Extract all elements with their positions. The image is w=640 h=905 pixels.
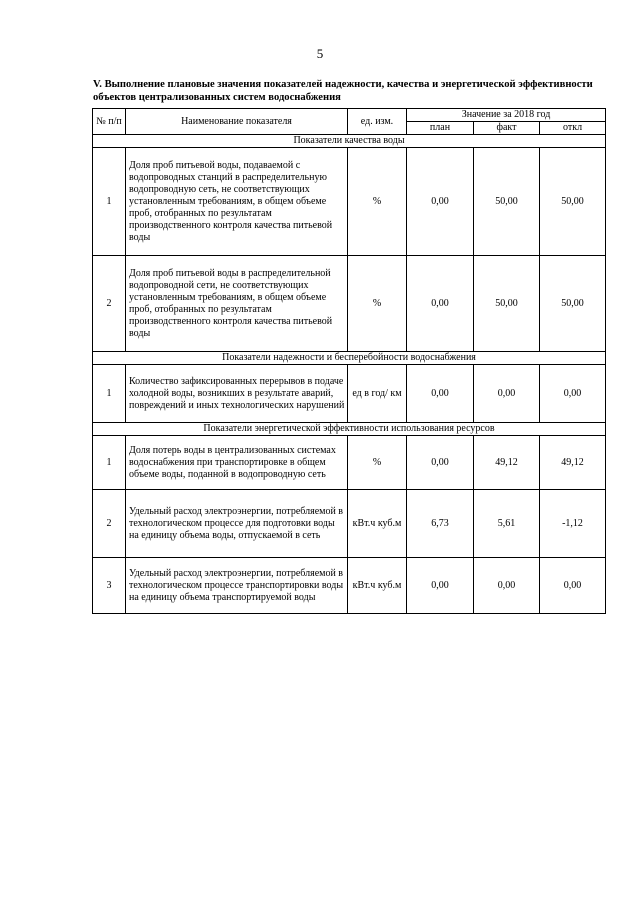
row-unit: %: [348, 148, 407, 256]
header-plan: план: [407, 122, 474, 135]
row-name: Удельный расход электроэнергии, потребляемой в технологическом процессе для подготовки воды на единицу объема воды, отпускаемой в сеть: [126, 490, 348, 558]
header-num: № п/п: [93, 109, 126, 135]
row-deviation: 0,00: [540, 365, 606, 423]
row-name: Доля потерь воды в централизованных системах водоснабжения при транспортировке в общем объеме воды, поданной в водопроводную сеть: [126, 436, 348, 490]
row-fact: 5,61: [474, 490, 540, 558]
row-name: Доля проб питьевой воды, подаваемой с водопроводных станций в распределительную водопроводную сеть, не соответствующих установленным требованиям, в общем объеме проб, отобранных по результатам производственного контроля качества питьевой воды: [126, 148, 348, 256]
row-num: 1: [93, 365, 126, 423]
row-fact: 50,00: [474, 256, 540, 352]
header-value-group: Значение за 2018 год: [407, 109, 606, 122]
section-title: Показатели энергетической эффективности использования ресурсов: [93, 423, 606, 436]
row-num: 2: [93, 256, 126, 352]
row-unit: ед в год/ км: [348, 365, 407, 423]
row-plan: 0,00: [407, 256, 474, 352]
row-plan: 6,73: [407, 490, 474, 558]
row-plan: 0,00: [407, 148, 474, 256]
row-plan: 0,00: [407, 558, 474, 614]
row-unit: %: [348, 256, 407, 352]
table-row: [93, 365, 606, 423]
header-name: Наименование показателя: [126, 109, 348, 135]
table-row: [93, 256, 606, 352]
table-row: [93, 148, 606, 256]
section-row: [93, 423, 606, 436]
table-row: [93, 436, 606, 490]
row-num: 1: [93, 436, 126, 490]
row-deviation: 50,00: [540, 256, 606, 352]
row-unit: кВт.ч куб.м: [348, 558, 407, 614]
row-unit: %: [348, 436, 407, 490]
row-name: Удельный расход электроэнергии, потребляемой в технологическом процессе транспортировки воды на единицу объема транспортируемой воды: [126, 558, 348, 614]
row-deviation: -1,12: [540, 490, 606, 558]
row-plan: 0,00: [407, 365, 474, 423]
row-fact: 50,00: [474, 148, 540, 256]
section-title: Показатели качества воды: [93, 135, 606, 148]
section-row: [93, 352, 606, 365]
row-num: 1: [93, 148, 126, 256]
section-title: Показатели надежности и бесперебойности водоснабжения: [93, 352, 606, 365]
header-fact: факт: [474, 122, 540, 135]
row-name: Количество зафиксированных перерывов в подаче холодной воды, возникших в результате аварий, повреждений и иных технологических нарушений: [126, 365, 348, 423]
header-deviation: откл: [540, 122, 606, 135]
page-number: 5: [316, 46, 324, 61]
section-row: [93, 135, 606, 148]
row-fact: 0,00: [474, 558, 540, 614]
table-row: [93, 490, 606, 558]
row-deviation: 49,12: [540, 436, 606, 490]
row-num: 3: [93, 558, 126, 614]
section-heading: V. Выполнение плановые значения показателей надежности, качества и энергетической эффективности объектов централизованных систем водоснабжения: [93, 79, 593, 103]
row-num: 2: [93, 490, 126, 558]
row-plan: 0,00: [407, 436, 474, 490]
indicators-table: [92, 108, 606, 614]
row-name: Доля проб питьевой воды в распределительной водопроводной сети, не соответствующих установленным требованиям, в общем объеме проб, отобранных по результатам производственного контроля качества питьевой воды: [126, 256, 348, 352]
row-unit: кВт.ч куб.м: [348, 490, 407, 558]
row-deviation: 0,00: [540, 558, 606, 614]
row-fact: 49,12: [474, 436, 540, 490]
table-row: [93, 558, 606, 614]
row-fact: 0,00: [474, 365, 540, 423]
row-deviation: 50,00: [540, 148, 606, 256]
header-unit: ед. изм.: [348, 109, 407, 135]
